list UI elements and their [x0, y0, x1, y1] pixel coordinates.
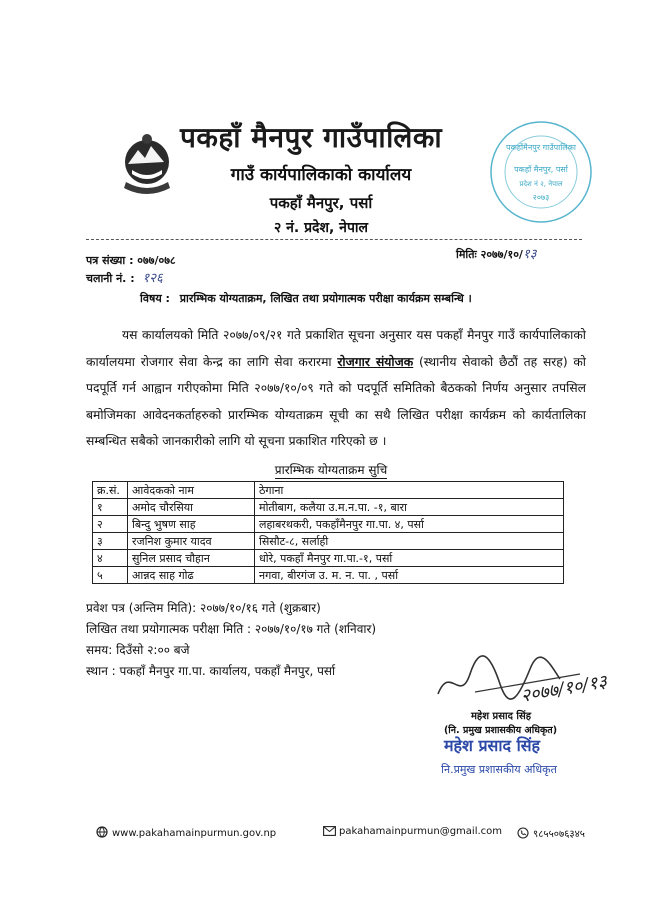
website-text: www.pakahamainpurmun.gov.np: [112, 828, 277, 839]
footer-phone: [517, 826, 585, 840]
body-part1: यस कार्यालयको मिति २०७७/०९/२१ गते प्रकाशित सूचना अनुसार यस पकहाँ मैनपुर गाउँ कार्यपालिकाको कार्यालयमा रोजगार सेवा केन्द्र का लागि सेवा करारमा: [86, 328, 586, 369]
table-header: ठेगाना: [255, 482, 564, 499]
svg-text:२०७३: २०७३: [532, 193, 550, 202]
table-cell: मोतीबाग, कलैया उ.म.न.पा. -१, बारा: [255, 499, 564, 516]
title-stamp: नि.प्रमुख प्रशासकीय अधिकृत: [441, 763, 557, 776]
signatory-title: (नि. प्रमुख प्रशासकीय अधिकृत): [443, 725, 558, 736]
header-divider: [86, 239, 582, 240]
name-stamp: महेश प्रसाद सिंह: [443, 736, 541, 755]
handwritten-signature: [430, 644, 630, 714]
table-header-row: [93, 482, 564, 499]
table-cell: ५: [93, 567, 128, 584]
list-title: प्रारम्भिक योग्यताक्रम सुचि: [274, 463, 388, 477]
office-name: गाउँ कार्यपालिकाको कार्यालय: [230, 165, 412, 185]
table-header: आवेदकको नाम: [128, 482, 255, 499]
office-seal-stamp: [487, 118, 595, 226]
exam-time: समय: दिउँसो २:०० बजे: [86, 643, 190, 657]
table-cell: रजनिश कुमार यादव: [128, 533, 255, 550]
svg-text:२०७७/१०/१३: २०७७/१०/१३: [519, 671, 609, 707]
table-header: क्र.सं.: [93, 482, 128, 499]
dispatch-label: चलानी नं. :: [86, 272, 135, 285]
table-row: [93, 567, 564, 584]
phone-icon: [517, 827, 530, 838]
svg-text:पकहाँ मैनपुर, पर्सा: पकहाँ मैनपुर, पर्सा: [514, 165, 568, 174]
table-cell: ३: [93, 533, 128, 550]
email-text: pakahamainpurmun@gmail.com: [339, 826, 503, 837]
signatory-name: महेश प्रसाद सिंह: [470, 711, 532, 722]
subject-line: [140, 291, 560, 306]
globe-icon: [96, 826, 109, 837]
table-row: [93, 533, 564, 550]
date-row: [456, 244, 536, 262]
office-province: २ नं. प्रदेश, नेपाल: [273, 220, 369, 236]
subject-label: विषय :: [140, 292, 170, 305]
table-cell: २: [93, 516, 128, 533]
footer-website: [96, 826, 276, 839]
table-row: [93, 516, 564, 533]
table-row: [93, 499, 564, 516]
exam-venue: स्थान : पकहाँ मैनपुर गा.पा. कार्यालय, पकहाँ मैनपुर, पर्सा: [86, 664, 336, 678]
table-cell: सिसौट-८, सर्लाही: [255, 533, 564, 550]
letter-number: पत्र संख्या : ०७७/०७८: [86, 254, 176, 267]
dispatch-number-row: [86, 268, 163, 286]
dispatch-number: १२६: [142, 271, 163, 286]
notice-body: [86, 322, 586, 455]
table-cell: आन्नद साह गोढ: [128, 567, 255, 584]
phone-text: ९८५५०७६३४५: [533, 829, 585, 840]
nepal-emblem-logo: [118, 130, 176, 200]
table-cell: १: [93, 499, 128, 516]
table-cell: अमोद चौरसिया: [128, 499, 255, 516]
svg-text:प्रदेश नं २, नेपाल: प्रदेश नं २, नेपाल: [519, 180, 563, 188]
exam-date: लिखित तथा प्रयोगात्मक परीक्षा मिति : २०७७/१०/१७ गते (शनिवार): [86, 622, 377, 636]
org-name: पकहाँ मैनपुर गाउँपालिका: [180, 121, 443, 154]
date-day: १३: [522, 247, 537, 262]
table-cell: ४: [93, 550, 128, 567]
office-place: पकहाँ मैनपुर, पर्सा: [269, 194, 373, 212]
candidate-table: [92, 481, 564, 584]
mail-icon: [323, 826, 336, 837]
table-row: [93, 550, 564, 567]
table-cell: लहाबरथकरी, पकहाँमैनपुर गा.पा. ४, पर्सा: [255, 516, 564, 533]
admit-card-date: प्रवेश पत्र (अन्तिम मिति): २०७७/१०/१६ गते (शुक्रबार): [86, 601, 321, 615]
table-cell: धोरे, पकहाँ मैनपुर गा.पा.-१, पर्सा: [255, 550, 564, 567]
svg-text:पकहाँमैनपुर गाउँपालिका: पकहाँमैनपुर गाउँपालिका: [506, 143, 576, 152]
date-label: मितिः २०७७/१०/: [456, 248, 523, 261]
body-highlight-post: रोजगार संयोजक: [337, 354, 414, 369]
subject-text: प्रारम्भिक योग्यताक्रम, लिखित तथा प्रयोगात्मक परीक्षा कार्यक्रम सम्बन्धि ।: [179, 292, 472, 305]
body-part2: (स्थानीय सेवाको छैठौं तह सरह) को पदपूर्ति गर्न आह्वान गरीएकोमा मिति २०७७/१०/०९ गते को पदपूर्ति समितिको बैठकको निर्णय अनुसार तपसिल बमोजिमका आवेदनकर्ताहरुको प्रारम्भिक योग्यताक्रम सूची का सथै लिखित परीक्षा कार्यक्रम को कार्यतालिका सम्बन्धित सबैको जानकारीको लागि यो सूचना प्रकाशित गरिएको छ ।: [86, 354, 586, 448]
table-cell: बिन्दु भुषण साह: [128, 516, 255, 533]
table-cell: सुनिल प्रसाद चौहान: [128, 550, 255, 567]
table-cell: नगवा, बीरगंज उ. म. न. पा. , पर्सा: [255, 567, 564, 584]
footer-email: [323, 826, 502, 837]
